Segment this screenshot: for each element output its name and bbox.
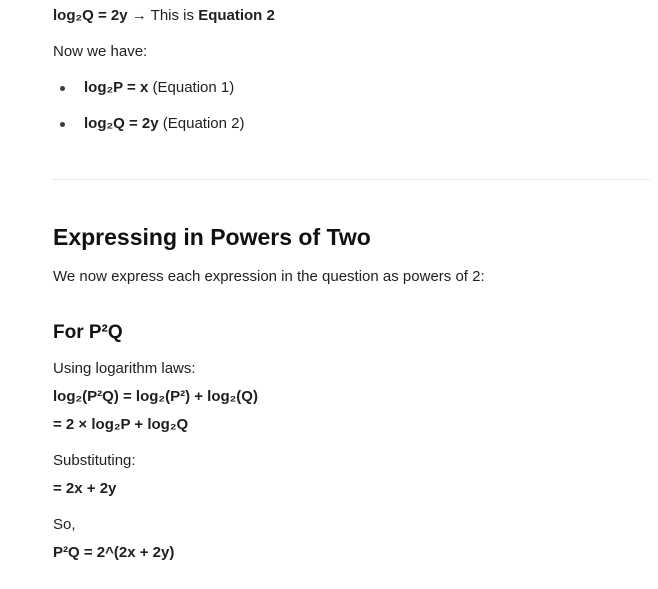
list-item-text <box>84 114 245 134</box>
law-line-1: log₂(P²Q) = log₂(P²) + log₂(Q) <box>53 388 258 405</box>
law-line-2: = 2 × log₂P + log₂Q <box>53 416 189 433</box>
section-heading: Expressing in Powers of Two <box>53 224 371 250</box>
list-item-note: (Equation 1) <box>148 79 235 96</box>
equation-2-arrow-text: → This is <box>127 7 199 24</box>
equation-2-label: Equation 2 <box>198 7 275 24</box>
equation-2-formula: log₂Q = 2y <box>53 7 128 24</box>
substituting-text: Substituting: <box>53 452 136 469</box>
section-divider <box>53 179 650 180</box>
bullet-icon <box>60 86 65 91</box>
list-item-text <box>84 78 234 98</box>
list-item-formula: log₂Q = 2y <box>84 115 159 132</box>
final-result: P²Q = 2^(2x + 2y) <box>53 544 175 561</box>
so-text: So, <box>53 516 76 533</box>
bullet-icon <box>60 122 65 127</box>
subsection-heading: For P²Q <box>53 322 123 343</box>
equation-2-line <box>53 6 275 26</box>
section-intro: We now express each expression in the question as powers of 2: <box>53 268 485 285</box>
list-item-formula: log₂P = x <box>84 79 149 96</box>
list-item-note: (Equation 2) <box>158 115 245 132</box>
using-laws-text: Using logarithm laws: <box>53 360 196 377</box>
now-we-have-text: Now we have: <box>53 43 148 60</box>
substitution-result: = 2x + 2y <box>53 480 117 497</box>
